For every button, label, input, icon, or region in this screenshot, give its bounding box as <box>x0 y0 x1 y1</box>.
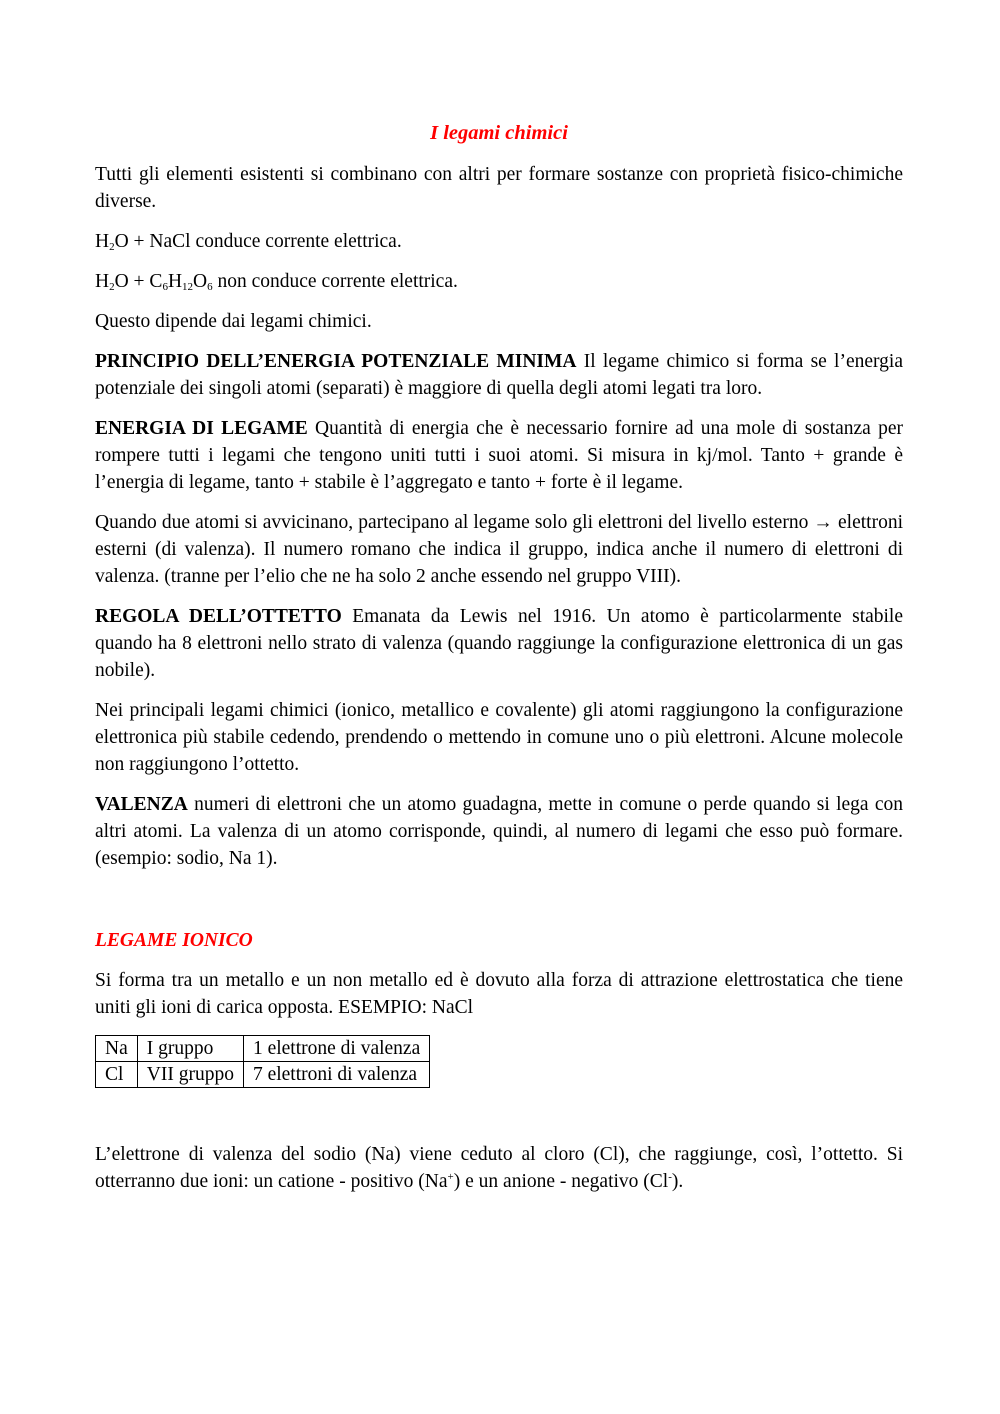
document-body <box>95 118 903 1208</box>
ottetto-term: REGOLA DELL’OTTETTO <box>95 606 342 627</box>
energia-paragraph: ENERGIA DI LEGAME Quantità di energia che è necessario fornire ad una mole di sostanza per rompere tutti i legami che tengono uniti tutti i suoi atomi. Si misura in kj/mol. Tanto + grande è l’energia di legame, tanto + stabile è l’aggregato e tanto + forte è il legame. <box>95 418 903 493</box>
table-cell: VII gruppo <box>137 1062 243 1088</box>
table-cell: 7 elettroni di valenza <box>243 1062 429 1088</box>
principali-paragraph: Nei principali legami chimici (ionico, metallico e covalente) gli atomi raggiungono la configurazione elettronica più stabile cedendo, prendendo o mettendo in comune uno o più elettroni. Alcune molecole non raggiungono l’ottetto. <box>95 700 903 775</box>
energia-term: ENERGIA DI LEGAME <box>95 418 308 439</box>
ionico-paragraph: Si forma tra un metallo e un non metallo ed è dovuto alla forza di attrazione elettrostatica che tiene uniti gli ioni di carica opposta. ESEMPIO: NaCl <box>95 970 903 1018</box>
page-title: I legami chimici <box>430 122 568 144</box>
table-row <box>96 1036 430 1062</box>
section-heading-legame-ionico: LEGAME IONICO <box>95 930 253 951</box>
table-cell: Cl <box>96 1062 138 1088</box>
principio-paragraph: PRINCIPIO DELL’ENERGIA POTENZIALE MINIMA Il legame chimico si forma se l’energia potenziale dei singoli atomi (separati) è maggiore di quella degli atomi legati tra loro. <box>95 351 903 399</box>
table-cell: I gruppo <box>137 1036 243 1062</box>
valenza-term: VALENZA <box>95 794 188 815</box>
ottetto-paragraph: REGOLA DELL’OTTETTO Emanata da Lewis nel 1916. Un atomo è particolarmente stabile quando ha 8 elettroni nello strato di valenza (quando raggiunge la configurazione elettronica di un gas nobile). <box>95 606 904 681</box>
equation-nacl: $H_2O$ + NaCl conduce corrente elettrica. <box>95 231 402 253</box>
equation-glucose: $H_2O + C_6H_{12}O_6$ non conduce corrente elettrica. <box>95 271 458 293</box>
table-cell: 1 elettrone di valenza <box>243 1036 429 1062</box>
valenza-paragraph: VALENZA numeri di elettroni che un atomo guadagna, mette in comune o perde quando si lega con altri atomi. La valenza di un atomo corrisponde, quindi, al numero di legami che esso può formare. (esempio: sodio, Na 1). <box>95 794 903 869</box>
closing-paragraph: L’elettrone di valenza del sodio (Na) viene ceduto al cloro (Cl), che raggiunge, così, l’ottetto. Si otterranno due ioni: un catione - positivo (Na+) e un anione - negativo (Cl-). <box>95 1144 903 1192</box>
table-cell: Na <box>96 1036 138 1062</box>
principio-term: PRINCIPIO DELL’ENERGIA POTENZIALE MINIMA <box>95 351 577 372</box>
table-row <box>96 1062 430 1088</box>
intro-paragraph: Tutti gli elementi esistenti si combinano con altri per formare sostanze con proprietà fisico-chimiche diverse. <box>95 164 903 212</box>
valenza-esterni-paragraph: Quando due atomi si avvicinano, partecipano al legame solo gli elettroni del livello esterno → elettroni esterni (di valenza). Il numero romano che indica il gruppo, indica anche il numero di elettroni di valenza. (tranne per l’elio che ne ha solo 2 anche essendo nel gruppo VIII). <box>95 512 903 587</box>
dipende-paragraph: Questo dipende dai legami chimici. <box>95 311 372 332</box>
valence-table <box>95 1035 430 1088</box>
